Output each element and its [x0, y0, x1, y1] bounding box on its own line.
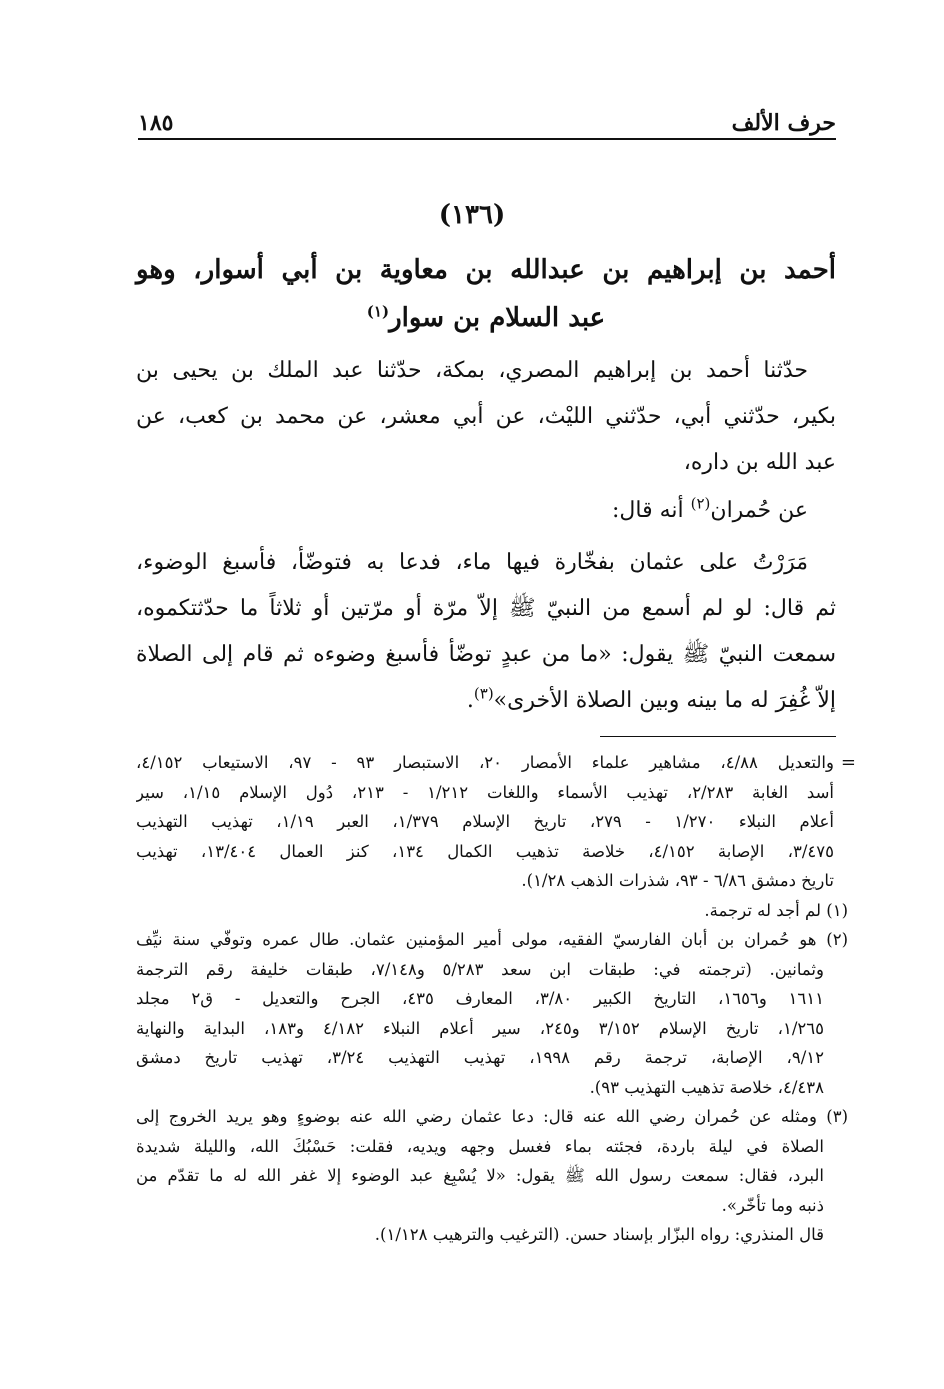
footnote-separator [600, 736, 836, 737]
footnote-ref-3: (٣) [473, 684, 494, 703]
isnad-line-2: بكير، حدّثني أبي، حدّثني الليْث، عن أبي معشر، عن محمد بن كعب، عن [136, 404, 836, 429]
footnote-3-line-5: قال المنذري: رواه البزّار بإسناد حسن. (الترغيب والترهيب ١/١٢٨). [374, 1225, 824, 1244]
footnote-2-line-2: وثمانين. (ترجمته في: طبقات ابن سعد ٥/٢٨٣ و٧/١٤٨، طبقات خليفة رقم الترجمة [136, 959, 824, 979]
footnote-cont-line-5: تاريخ دمشق ٦/٨٦ - ٩٣، شذرات الذهب ١/٢٨). [521, 871, 834, 890]
footnote-2-line-6: ٤/٤٣٨، خلاصة تذهيب التهذيب ٩٣). [589, 1077, 824, 1097]
footnote-3-line-2: الصلاة في ليلة باردة، فجئته بماء فغسل وجهه ويديه، فقلت: حَسْبُكَ الله، والليلة شديدة [136, 1136, 824, 1156]
entry-number: (١٣٦) [438, 200, 506, 230]
footnote-3-line-4: ذنبه وما تأخّر». [721, 1195, 824, 1215]
entry-title [136, 246, 836, 342]
narrator-text-end: أنه قال: [611, 498, 691, 523]
footnote-cont-line-1: والتعديل ٤/٨٨، مشاهير علماء الأمصار ٢٠، الاستبصار ٩٣ - ٩٧، الاستيعاب ٤/١٥٢، [136, 753, 834, 772]
footnote-2-line-1: (٢) هو حُمران بن أبان الفارسيّ الفقيه، مولى أمير المؤمنين عثمان. طال عمره وتوفّي سنة نيِّف [136, 930, 848, 949]
isnad-line-3: عبد الله بن داره، [683, 450, 836, 475]
hadith-line-4-text: إلاّ غُفِرَ له ما بينه وبين الصلاة الأخرى» [493, 688, 836, 713]
section-title: حرف الألف [731, 110, 836, 136]
hadith-line-4 [136, 678, 836, 724]
hadith-line-4-end: . [466, 688, 474, 713]
footnote-2 [136, 925, 848, 1102]
entry-title-name: عبد السلام بن سوار [389, 303, 606, 333]
footnote-cont-line-2: أسد الغابة ٢/٢٨٣، تهذيب الأسماء واللغات ١/٢١٢ - ٢١٣، دُول الإسلام ١/١٥، سير [136, 782, 834, 802]
footnote-2-line-5: ٩/١٢، الإصابة، ترجمة رقم ١٩٩٨، تهذيب التهذيب ٣/٢٤، تهذيب تاريخ دمشق [136, 1048, 824, 1067]
footnote-2-line-3: ١٦١١ و١٦٥٦، التاريخ الكبير ٣/٨٠، المعارف ٤٣٥، الجرح والتعديل - ق٢ مجلد [136, 989, 824, 1008]
continuation-mark: = [840, 752, 856, 773]
isnad-paragraph [136, 348, 836, 486]
narrator-text: عن حُمران [710, 498, 808, 523]
page-number: ١٨٥ [138, 110, 174, 136]
footnote-continuation [136, 748, 834, 896]
hadith-paragraph [136, 540, 836, 724]
narrator-paragraph [136, 488, 836, 534]
narrator-line [136, 488, 836, 534]
footnote-3 [136, 1102, 848, 1250]
footnote-1 [136, 896, 848, 926]
hadith-line-2: ثم قال: لو لم أسمع من النبيّ ﷺ إلاّ مرّة أو مرّتين أو ثلاثاً ما حدّثتكموه، [136, 596, 836, 621]
footnote-2-line-4: ١/٢٦٥، تاريخ الإسلام ٣/١٥٢ و٢٤٥، سير أعلام النبلاء ٤/١٨٢ و١٨٣، البداية والنهاية [136, 1018, 824, 1038]
footnote-ref-1: (١) [366, 302, 390, 321]
hadith-line-1: مَرَرْتُ على عثمان بفخّارة فيها ماء، فدعا به فتوضّأ، فأسبغ الوضوء، [136, 550, 808, 575]
entry-title-line-2 [136, 294, 836, 342]
entry-title-line-1: أحمد بن إبراهيم بن عبدالله بن معاوية بن أبي أسوار، وهو [136, 255, 836, 285]
footnote-3-line-3: البرد، فقال: سمعت رسول الله ﷺ يقول: «لا يُسْبِغ عبد الوضوء إلا غفر الله له ما تقدّم من [136, 1166, 824, 1185]
footnote-cont-line-3: أعلام النبلاء ١/٢٧٠ - ٢٧٩، تاريخ الإسلام ١/٣٧٩، العبر ١/١٩، تهذيب التهذيب [136, 812, 834, 831]
footnote-1-line-1: (١) لم أجد له ترجمة. [704, 900, 848, 920]
footnote-3-line-1: (٣) ومثله عن حُمران رضي الله عنه قال: دعا عثمان رضي الله عنه بوضوءٍ وهو يريد الخروج إلى [136, 1107, 848, 1126]
isnad-line-1: حدّثنا أحمد بن إبراهيم المصري، بمكة، حدّثنا عبد الملك بن يحيى بن [136, 358, 808, 383]
running-header [138, 104, 836, 140]
header-rule [138, 138, 836, 140]
hadith-line-3: سمعت النبيّ ﷺ يقول: «ما من عبدٍ توضّأ فأسبغ وضوءه ثم قام إلى الصلاة [136, 642, 836, 667]
footnotes [136, 748, 848, 1250]
footnote-cont-line-4: ٣/٤٧٥، الإصابة ٤/١٥٢، خلاصة تذهيب الكمال ١٣٤، كنز العمال ١٣/٤٠٤، تهذيب [136, 841, 834, 861]
footnote-ref-2: (٢) [690, 494, 711, 513]
